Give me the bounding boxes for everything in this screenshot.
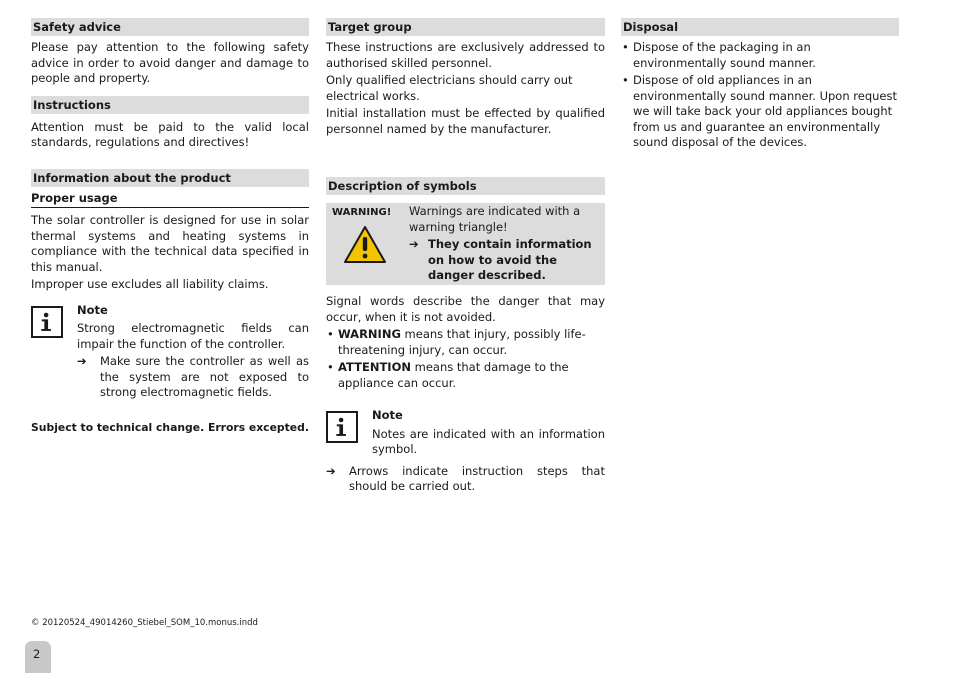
disclaimer: Subject to technical change. Errors excepted. — [31, 420, 309, 434]
signal-word-warning: WARNING — [338, 327, 401, 341]
safety-advice-text: Please pay attention to the following safety advice in order to avoid danger and damage to people and property. — [31, 40, 309, 85]
bullet-icon: • — [327, 360, 334, 374]
usage-text: The solar controller is designed for use in solar thermal systems and heating systems in compliance with the technical data specified in this manual. — [31, 213, 309, 274]
product-info-heading: Information about the product — [31, 169, 309, 187]
page-tab — [25, 641, 51, 673]
column-right — [621, 18, 899, 151]
target-group-heading: Target group — [326, 18, 605, 36]
liability-text: Improper use excludes all liability claims. — [31, 277, 269, 291]
target-text-1: These instructions are exclusively addressed to authorised skilled personnel. — [326, 40, 605, 70]
arrow-icon: ➔ — [77, 354, 87, 368]
warning-triangle-icon — [343, 225, 387, 265]
instructions-text: Attention must be paid to the valid local standards, regulations and directives! — [31, 119, 309, 149]
note-block — [31, 303, 309, 401]
disposal-item-1-text: Dispose of the packaging in an environmentally sound manner. — [633, 40, 816, 70]
symbols-heading: Description of symbols — [326, 177, 605, 195]
signal-warning-text: means that injury, possibly life-threatening injury, can occur. — [338, 327, 586, 357]
note-title: Note — [77, 302, 108, 317]
target-text-2: Only qualified electricians should carry out electrical works. — [326, 73, 573, 103]
safety-advice-heading: Safety advice — [31, 18, 309, 36]
warning-text: Warnings are indicated with a warning triangle! — [409, 204, 581, 234]
bullet-icon: • — [622, 73, 629, 87]
disposal-item-2-text: Dispose of old appliances in an environmentally sound manner. Upon request we will take back your old appliances bought from us and guarantee an environmentally sound disposal of the devices. — [633, 73, 897, 149]
note-step-text: Make sure the controller as well as the system are not exposed to strong electromagnetic fields. — [100, 354, 309, 399]
note-symbol-text: Notes are indicated with an information symbol. — [372, 426, 605, 456]
proper-usage-heading: Proper usage — [31, 191, 309, 209]
column-middle — [326, 18, 605, 495]
warning-step — [409, 237, 593, 284]
arrow-icon: ➔ — [326, 463, 336, 478]
warning-description — [409, 204, 593, 284]
note-title: Note — [372, 408, 403, 422]
info-icon — [326, 411, 358, 443]
target-text-3: Initial installation must be effected by qualified personnel named by the manufacturer. — [326, 106, 605, 136]
arrow-explanation — [326, 464, 605, 495]
note-step — [77, 354, 309, 401]
note-block-symbols — [326, 408, 605, 458]
arrow-explanation-text: Arrows indicate instruction steps that should be carried out. — [349, 463, 605, 493]
file-info: © 20120524_49014260_Stiebel_SOM_10.monus.indd — [31, 618, 258, 628]
bullet-warning — [326, 327, 605, 358]
info-icon — [31, 306, 63, 338]
column-left — [31, 18, 309, 435]
page-number: 2 — [33, 647, 41, 661]
bullet-icon: • — [622, 40, 629, 54]
bullet-attention — [326, 360, 605, 391]
signal-word-attention: ATTENTION — [338, 360, 411, 374]
note-text: Strong electromagnetic fields can impair the function of the controller. — [77, 321, 309, 351]
arrow-icon: ➔ — [409, 237, 419, 251]
signal-words-text: Signal words describe the danger that may occur, when it is not avoided. — [326, 294, 605, 324]
warning-box — [326, 203, 605, 285]
warning-label: WARNING! — [332, 207, 392, 218]
signal-attention-text: means that damage to the appliance can occur. — [338, 360, 569, 390]
instructions-heading: Instructions — [31, 96, 309, 114]
bullet-icon: • — [327, 327, 334, 341]
disposal-item-1 — [621, 40, 899, 71]
disposal-item-2 — [621, 73, 899, 151]
disposal-heading: Disposal — [621, 18, 899, 36]
warning-step-text: They contain information on how to avoid the danger described. — [428, 237, 592, 282]
